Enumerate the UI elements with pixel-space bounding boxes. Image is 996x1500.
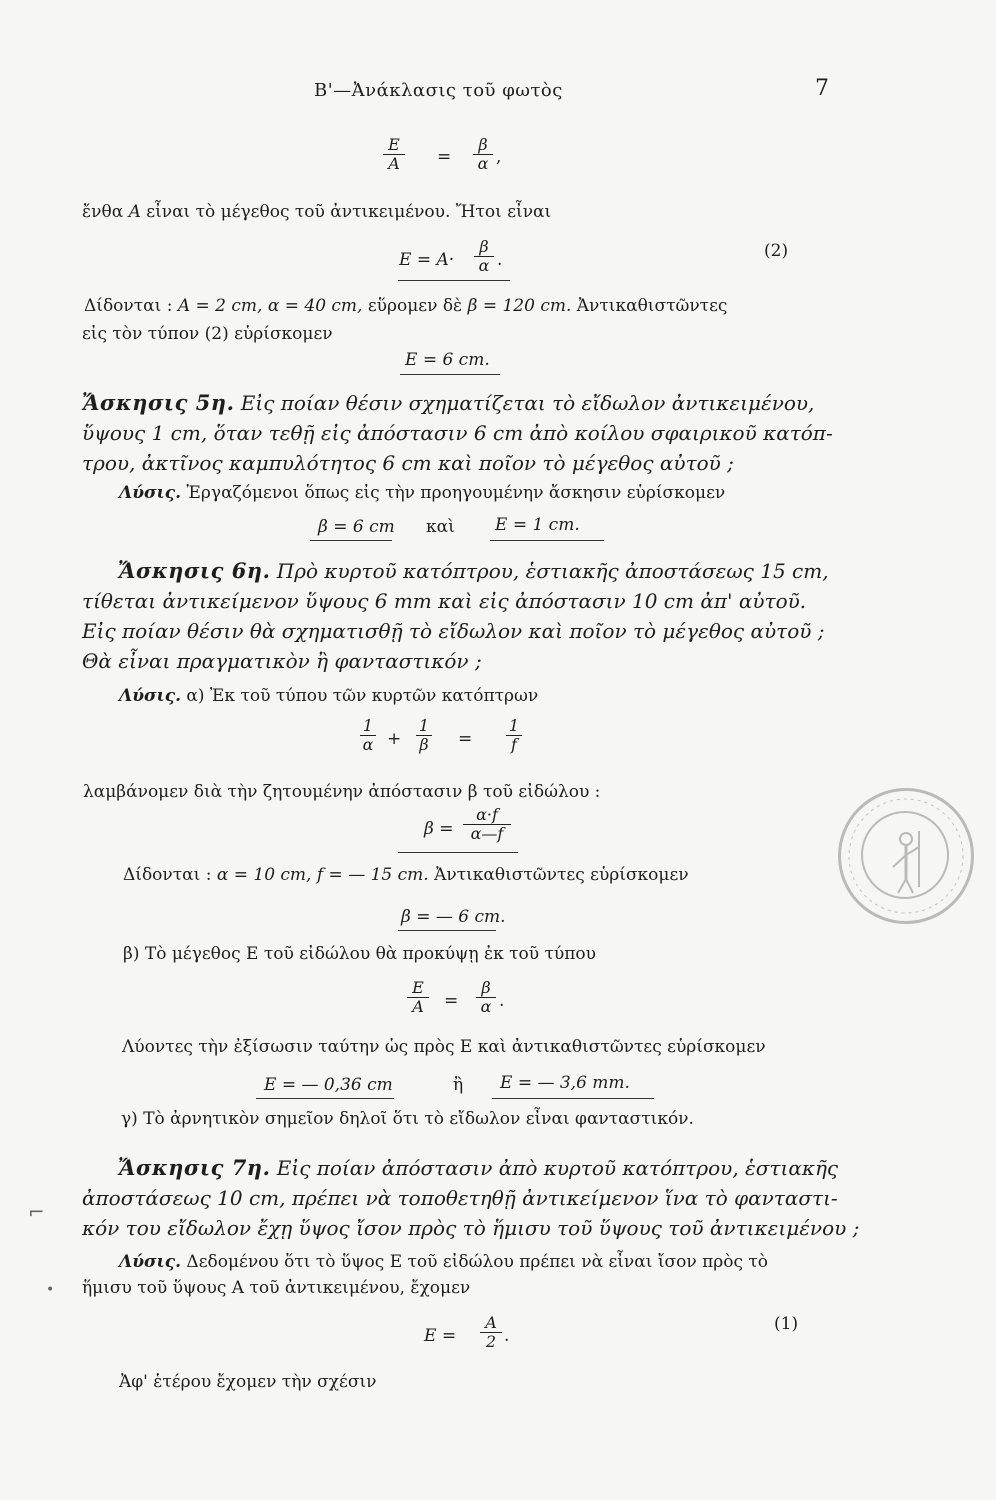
beta-lhs: β =: [424, 819, 454, 839]
text-line: ἔνθα A εἶναι τὸ μέγεθος τοῦ ἀντικειμένου. Ἤτοι εἶναι: [82, 202, 552, 222]
eq2-left: E = A·: [399, 250, 455, 270]
fraction-af-over-a-minus-f: α·f α—f: [463, 806, 511, 843]
fraction-E-over-A: E A: [383, 136, 405, 173]
underline: [398, 852, 518, 853]
fraction-1-over-f: 1 f: [506, 717, 522, 754]
dot: .: [504, 1326, 510, 1346]
text-line: Λύοντες τὴν ἐξίσωσιν ταύτην ὡς πρὸς E καὶ ἀντικαθιστῶντες εὑρίσκομεν: [122, 1037, 766, 1057]
equals-sign: =: [437, 147, 452, 167]
equals-sign: =: [458, 729, 473, 749]
result-E-mm: E = — 3,6 mm.: [500, 1073, 630, 1093]
text-line: λαμβάνομεν διὰ τὴν ζητουμένην ἀπόστασιν β τοῦ εἰδώλου :: [83, 782, 601, 802]
result-beta: β = — 6 cm.: [401, 907, 506, 927]
text-line: εἰς τὸν τύπον (2) εὑρίσκομεν: [82, 324, 333, 344]
fraction-1-over-beta: 1 β: [416, 717, 432, 754]
stamp-figure-icon: [841, 791, 971, 921]
text-line: Δίδονται : A = 2 cm, α = 40 cm, εὕρομεν δὲ β = 120 cm. Ἀντικαθιστῶντες: [84, 296, 728, 316]
underline: [490, 540, 604, 541]
fraction-E-over-A: E A: [407, 979, 429, 1016]
underline: [400, 374, 500, 375]
dot: .: [499, 991, 505, 1011]
fraction-1-over-alpha: 1 α: [360, 717, 376, 754]
margin-mark: ⌐: [28, 1200, 45, 1224]
exercise-6-line-2: τίθεται ἀντικείμενον ὕψους 6 mm καὶ εἰς ἀπόστασιν 10 cm ἀπ' αὐτοῦ.: [82, 589, 807, 613]
result-E: E = 6 cm.: [405, 350, 490, 370]
text-line: γ) Τὸ ἀρνητικὸν σημεῖον δηλοῖ ὅτι τὸ εἴδωλον εἶναι φανταστικόν.: [121, 1109, 694, 1129]
solution-line: Λύσις. α) Ἐκ τοῦ τύπου τῶν κυρτῶν κατόπτρων: [119, 686, 539, 706]
text-line: ἥμισυ τοῦ ὕψους A τοῦ ἀντικειμένου, ἔχομεν: [82, 1278, 471, 1298]
comma: ,: [496, 147, 502, 167]
running-header: Β'—Ἀνάκλασις τοῦ φωτὸς: [314, 80, 563, 101]
fraction-beta-over-alpha: β α: [473, 136, 493, 173]
exercise-7-line-3: κόν του εἴδωλον ἔχῃ ὕψος ἴσον πρὸς τὸ ἥμισυ τοῦ ὕψους τοῦ ἀντικειμένου ;: [82, 1216, 860, 1240]
answer-E: E = 1 cm.: [495, 515, 580, 535]
underline: [492, 1098, 654, 1099]
underline: [398, 930, 496, 931]
underline: [256, 1098, 394, 1099]
exercise-5-line-2: ὕψους 1 cm, ὅταν τεθῇ εἰς ἀπόστασιν 6 cm ἀπὸ κοίλου σφαιρικοῦ κατόπ-: [82, 421, 833, 445]
plus-sign: +: [387, 729, 402, 749]
fraction-beta-over-alpha: β α: [474, 238, 494, 275]
exercise-7-line-2: ἀποστάσεως 10 cm, πρέπει νὰ τοποθετηθῇ ἀντικείμενον ἵνα τὸ φανταστι-: [82, 1186, 838, 1210]
margin-dot: •: [46, 1282, 55, 1298]
page-number: 7: [815, 76, 829, 101]
exercise-5-line-3: τρου, ἀκτῖνος καμπυλότητος 6 cm καὶ ποῖον τὸ μέγεθος αὐτοῦ ;: [82, 451, 734, 475]
result-E-cm: E = — 0,36 cm: [264, 1075, 393, 1095]
and-word: καὶ: [426, 517, 455, 537]
equals-sign: =: [444, 991, 459, 1011]
eq2-dot: .: [497, 250, 503, 270]
text-line: Ἀφ' ἑτέρου ἔχομεν τὴν σχέσιν: [119, 1372, 377, 1392]
underline: [398, 280, 510, 281]
solution-line: Λύσις. Ἐργαζόμενοι ὅπως εἰς τὴν προηγουμένην ἄσκησιν εὑρίσκομεν: [119, 483, 726, 503]
fraction-A-over-2: A 2: [480, 1314, 502, 1351]
answer-beta: β = 6 cm: [318, 517, 395, 537]
library-stamp: [838, 788, 974, 924]
text-line: Δίδονται : α = 10 cm, f = — 15 cm. Ἀντικαθιστῶντες εὑρίσκομεν: [123, 865, 689, 885]
exercise-6-line-1: Ἄσκησις 6η. Πρὸ κυρτοῦ κατόπτρου, ἑστιακῆς ἀποστάσεως 15 cm,: [118, 558, 829, 583]
solution-line: Λύσις. Δεδομένου ὅτι τὸ ὕψος E τοῦ εἰδώλου πρέπει νὰ εἶναι ἴσον πρὸς τὸ: [119, 1252, 769, 1272]
exercise-6-line-4: Θὰ εἶναι πραγματικὸν ἢ φανταστικόν ;: [82, 649, 482, 673]
or-word: ἢ: [453, 1075, 464, 1095]
text-line: β) Τὸ μέγεθος E τοῦ εἰδώλου θὰ προκύψῃ ἐκ τοῦ τύπου: [123, 944, 596, 964]
equation-label: (2): [764, 241, 789, 261]
eq-lhs: E =: [424, 1326, 457, 1346]
exercise-6-line-3: Εἰς ποίαν θέσιν θὰ σχηματισθῇ τὸ εἴδωλον καὶ ποῖον τὸ μέγεθος αὐτοῦ ;: [82, 619, 825, 643]
exercise-7-line-1: Ἄσκησις 7η. Εἰς ποίαν ἀπόστασιν ἀπὸ κυρτοῦ κατόπτρου, ἑστιακῆς: [118, 1155, 839, 1180]
underline: [310, 540, 392, 541]
fraction-beta-over-alpha: β α: [476, 979, 496, 1016]
equation-label: (1): [774, 1314, 799, 1334]
exercise-5-line-1: Ἄσκησις 5η. Εἰς ποίαν θέσιν σχηματίζεται τὸ εἴδωλον ἀντικειμένου,: [82, 390, 815, 415]
